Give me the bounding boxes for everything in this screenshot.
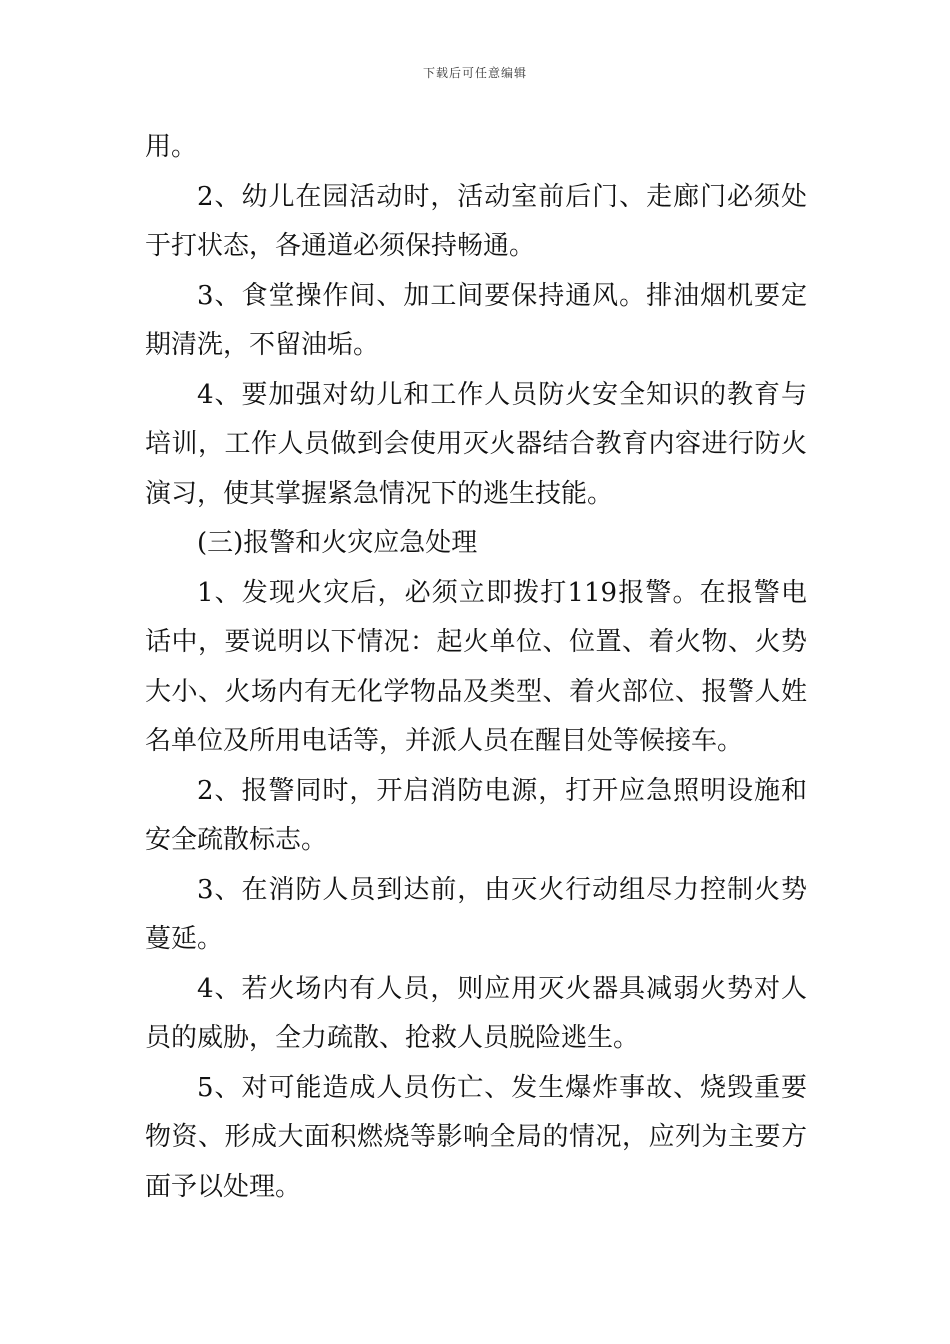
section-heading-alarm: (三)报警和火灾应急处理 xyxy=(197,528,478,558)
paragraph-item-3-kitchen: 3、食堂操作间、加工间要保持通风。排油烟机要定期清洗，不留油垢。 xyxy=(145,280,807,360)
paragraph-item-4-training: 4、要加强对幼儿和工作人员防火安全知识的教育与培训，工作人员做到会使用灭火器结合教育内容进行防火演习，使其掌握紧急情况下的逃生技能。 xyxy=(145,379,807,509)
paragraph-item-2-doors: 2、幼儿在园活动时，活动室前后门、走廊门必须处于打状态，各通道必须保持畅通。 xyxy=(145,181,807,261)
paragraph-alarm-2-power: 2、报警同时，开启消防电源，打开应急照明设施和安全疏散标志。 xyxy=(145,775,807,855)
page-header: 下载后可任意编辑 xyxy=(422,66,527,80)
paragraph-alarm-1-call: 1、发现火灾后，必须立即拨打119报警。在报警电话中，要说明以下情况：起火单位、位置、着火物、火势大小、火场内有无化学物品及类型、着火部位、报警人姓名单位及所用电话等，并派人员在醒目处等候接车。 xyxy=(145,577,807,756)
paragraph-alarm-4-evacuate: 4、若火场内有人员，则应用灭火器具减弱火势对人员的威胁，全力疏散、抢救人员脱险逃生。 xyxy=(145,973,807,1053)
paragraph-alarm-5-priority: 5、对可能造成人员伤亡、发生爆炸事故、烧毁重要物资、形成大面积燃烧等影响全局的情况，应列为主要方面予以处理。 xyxy=(145,1072,807,1202)
document-body xyxy=(145,123,807,1212)
paragraph-alarm-3-control: 3、在消防人员到达前，由灭火行动组尽力控制火势蔓延。 xyxy=(145,874,807,954)
paragraph-continuation: 用。 xyxy=(145,132,198,162)
